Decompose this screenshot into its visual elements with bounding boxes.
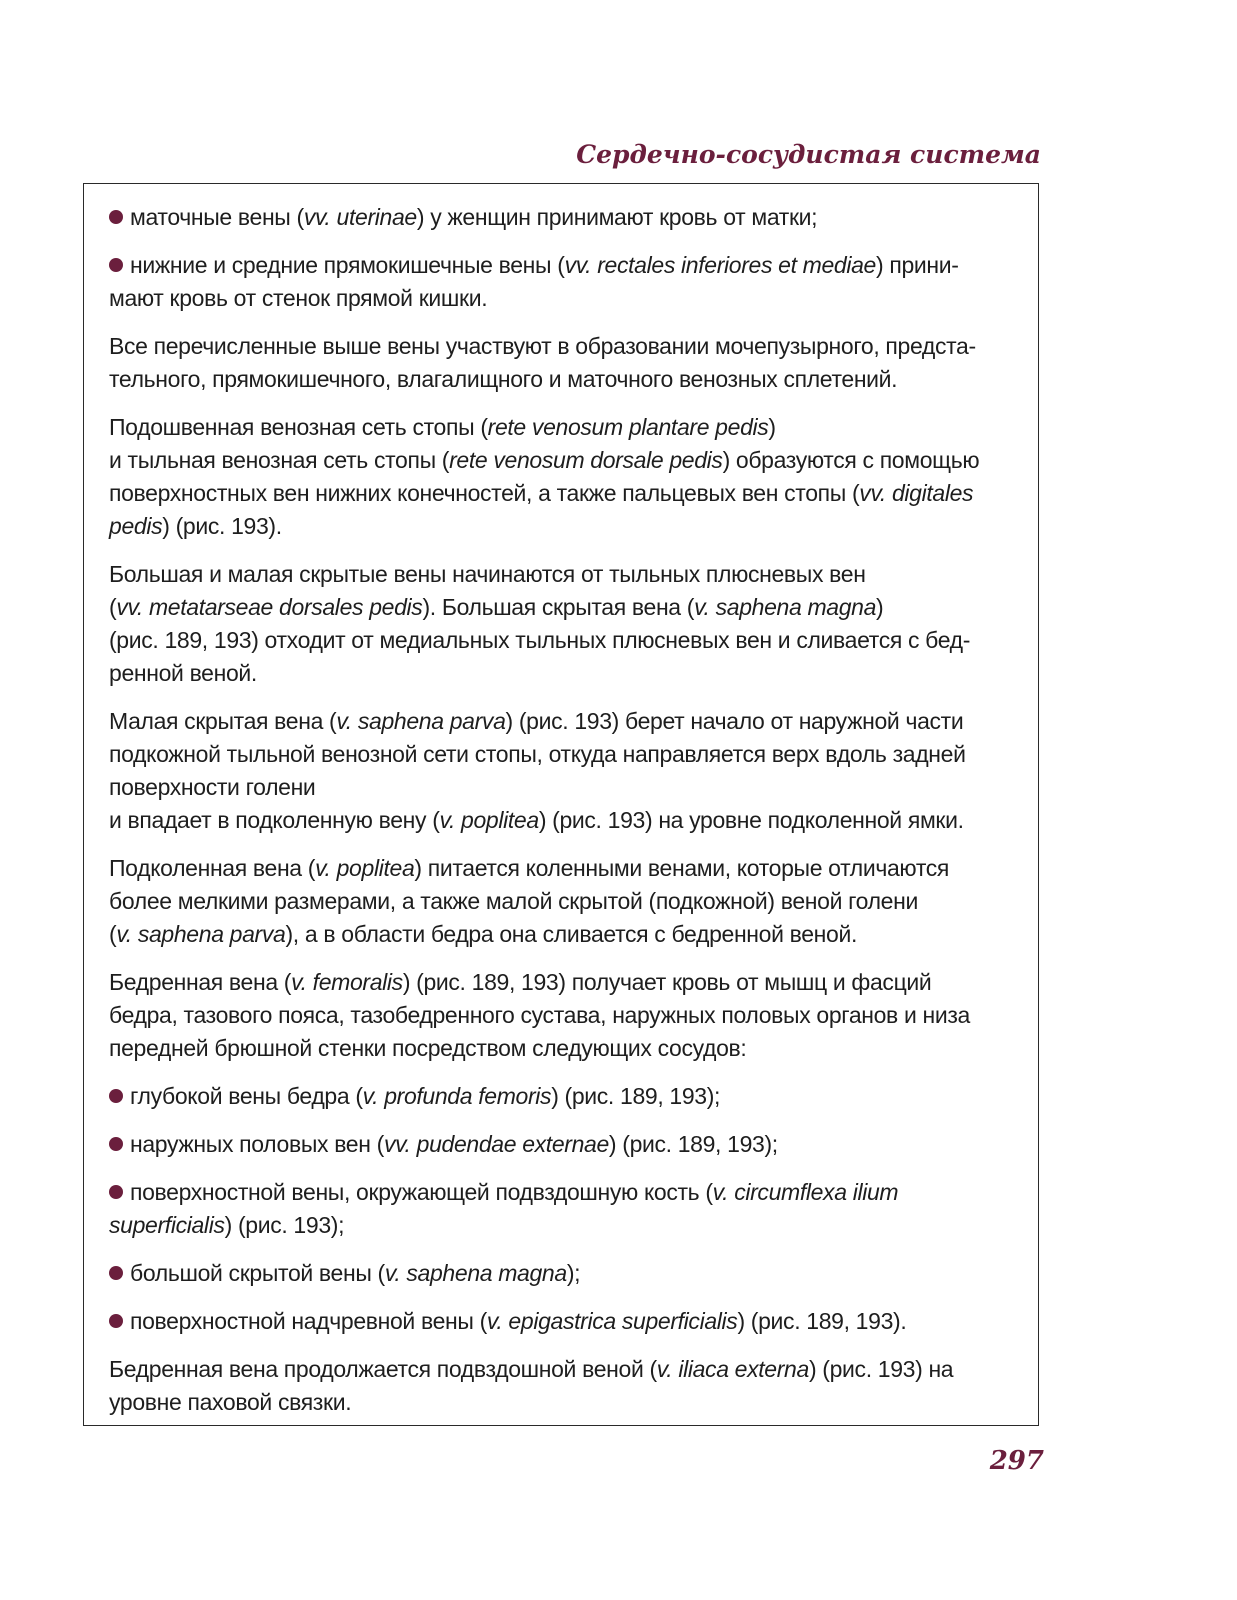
- text-line: [109, 411, 1014, 444]
- text-segment: ) питается коленными венами, которые отличаются: [414, 855, 950, 881]
- latin-term: v. iliaca externa: [656, 1356, 809, 1382]
- bullet-list-item: [109, 1080, 1014, 1113]
- text-segment: ) у женщин принимают кровь от матки;: [416, 204, 818, 230]
- latin-term: v. profunda femoris: [362, 1083, 552, 1109]
- latin-term: vv. rectales inferiores et mediae: [564, 252, 877, 278]
- bullet-icon: [109, 258, 123, 272]
- text-line: [109, 330, 1014, 363]
- text-line: [109, 477, 1014, 510]
- text-segment: подкожной тыльной венозной сети стопы, откуда направляется верх вдоль задней: [109, 741, 966, 767]
- body-paragraph: [109, 1353, 1014, 1419]
- running-header: Сердечно-сосудистая система: [576, 140, 1041, 169]
- latin-term: superficialis: [109, 1212, 225, 1238]
- text-line: [109, 558, 1014, 591]
- bullet-icon: [109, 1137, 123, 1151]
- text-line: [109, 1176, 1014, 1209]
- text-line: [109, 771, 1014, 804]
- text-segment: и впадает в подколенную вену (: [109, 807, 440, 833]
- text-line: [109, 966, 1014, 999]
- text-segment: ) (рис. 193) на: [808, 1356, 954, 1382]
- latin-term: v. poplitea: [315, 855, 415, 881]
- text-line: [109, 1128, 1014, 1161]
- body-paragraph: [109, 966, 1014, 1065]
- text-line: [109, 510, 1014, 543]
- latin-term: v. saphena parva: [336, 708, 506, 734]
- bullet-list-item: [109, 249, 1014, 315]
- text-line: [109, 363, 1014, 396]
- text-segment: Подошвенная венозная сеть стопы (: [109, 414, 488, 440]
- text-segment: глубокой вены бедра (: [130, 1083, 363, 1109]
- text-line: [109, 624, 1014, 657]
- text-segment: поверхностной надчревной вены (: [130, 1308, 487, 1334]
- text-line: [109, 444, 1014, 477]
- bullet-list-item: [109, 1128, 1014, 1161]
- text-segment: передней брюшной стенки посредством следующих сосудов:: [109, 1035, 747, 1061]
- text-segment: );: [566, 1260, 581, 1286]
- text-segment: поверхности голени: [109, 774, 316, 800]
- text-segment: ) (рис. 189, 193) получает кровь от мышц и фасций: [402, 969, 932, 995]
- text-line: [109, 1305, 1014, 1338]
- text-line: [109, 804, 1014, 837]
- text-segment: ) (рис. 193) берет начало от наружной части: [505, 708, 964, 734]
- text-segment: ) (рис. 189, 193);: [551, 1083, 721, 1109]
- text-segment: и тыльная венозная сеть стопы (: [109, 447, 450, 473]
- text-segment: ): [768, 414, 776, 440]
- text-segment: ренной веной.: [109, 660, 257, 686]
- text-segment: Малая скрытая вена (: [109, 708, 337, 734]
- text-segment: поверхностных вен нижних конечностей, а также пальцевых вен стопы (: [109, 480, 860, 506]
- text-segment: ) прини-: [876, 252, 959, 278]
- text-segment: Большая и малая скрытые вены начинаются от тыльных плюсневых вен: [109, 561, 866, 587]
- text-segment: ) (рис. 189, 193);: [608, 1131, 778, 1157]
- text-segment: ), а в области бедра она сливается с бедренной веной.: [285, 921, 858, 947]
- body-paragraph: [109, 558, 1014, 690]
- latin-term: rete venosum plantare pedis: [487, 414, 769, 440]
- latin-term: v. saphena parva: [116, 921, 286, 947]
- text-segment: бедра, тазового пояса, тазобедренного сустава, наружных половых органов и низа: [109, 1002, 970, 1028]
- text-line: [109, 1080, 1014, 1113]
- latin-term: vv. digitales: [859, 480, 974, 506]
- body-paragraph: [109, 852, 1014, 951]
- text-segment: (: [109, 594, 117, 620]
- text-segment: более мелкими размерами, а также малой скрытой (подкожной) веной голени: [109, 888, 918, 914]
- bullet-icon: [109, 1089, 123, 1103]
- bullet-icon: [109, 1314, 123, 1328]
- text-segment: Бедренная вена (: [109, 969, 292, 995]
- text-line: [109, 1032, 1014, 1065]
- bullet-icon: [109, 1185, 123, 1199]
- bullet-list-item: [109, 1176, 1014, 1242]
- text-line: [109, 201, 1014, 234]
- latin-term: vv. uterinae: [303, 204, 417, 230]
- text-line: [109, 1386, 1014, 1419]
- text-segment: Подколенная вена (: [109, 855, 316, 881]
- text-line: [109, 282, 1014, 315]
- text-segment: ) (рис. 193) на уровне подколенной ямки.: [538, 807, 964, 833]
- latin-term: v. femoralis: [291, 969, 403, 995]
- latin-term: v. poplitea: [439, 807, 539, 833]
- latin-term: v. circumflexa ilium: [712, 1179, 899, 1205]
- latin-term: v. saphena magna: [694, 594, 877, 620]
- text-segment: наружных половых вен (: [130, 1131, 384, 1157]
- text-segment: ) образуются с помощью: [722, 447, 980, 473]
- text-segment: Все перечисленные выше вены участвуют в образовании мочепузырного, предста-: [109, 333, 976, 359]
- body-paragraph: [109, 705, 1014, 837]
- text-line: [109, 852, 1014, 885]
- bullet-list-item: [109, 1257, 1014, 1290]
- text-segment: нижние и средние прямокишечные вены (: [130, 252, 565, 278]
- latin-term: v. epigastrica superficialis: [486, 1308, 738, 1334]
- body-paragraph: [109, 330, 1014, 396]
- text-segment: ) (рис. 193).: [162, 513, 282, 539]
- text-line: [109, 657, 1014, 690]
- text-segment: большой скрытой вены (: [130, 1260, 385, 1286]
- text-segment: мают кровь от стенок прямой кишки.: [109, 285, 488, 311]
- bullet-list-item: [109, 201, 1014, 234]
- text-segment: поверхностной вены, окружающей подвздошную кость (: [130, 1179, 713, 1205]
- text-line: [109, 999, 1014, 1032]
- latin-term: rete venosum dorsale pedis: [449, 447, 723, 473]
- text-segment: тельного, прямокишечного, влагалищного и маточного венозных сплетений.: [109, 366, 898, 392]
- text-line: [109, 918, 1014, 951]
- text-line: [109, 1353, 1014, 1386]
- text-segment: ): [876, 594, 884, 620]
- text-line: [109, 1257, 1014, 1290]
- page-number: 297: [989, 1446, 1044, 1476]
- body-paragraph: [109, 411, 1014, 543]
- content-box: [83, 183, 1039, 1426]
- text-line: [109, 885, 1014, 918]
- text-segment: (: [109, 921, 117, 947]
- text-segment: маточные вены (: [130, 204, 304, 230]
- text-line: [109, 249, 1014, 282]
- bullet-icon: [109, 210, 123, 224]
- text-segment: Бедренная вена продолжается подвздошной веной (: [109, 1356, 657, 1382]
- latin-term: vv. metatarseae dorsales pedis: [116, 594, 423, 620]
- text-segment: ). Большая скрытая вена (: [422, 594, 695, 620]
- text-segment: ) (рис. 193);: [224, 1212, 345, 1238]
- bullet-icon: [109, 1266, 123, 1280]
- text-segment: уровне паховой связки.: [109, 1389, 352, 1415]
- text-line: [109, 738, 1014, 771]
- text-line: [109, 591, 1014, 624]
- latin-term: vv. pudendae externae: [383, 1131, 609, 1157]
- text-line: [109, 1209, 1014, 1242]
- text-segment: (рис. 189, 193) отходит от медиальных тыльных плюсневых вен и сливается с бед-: [109, 627, 971, 653]
- text-segment: ) (рис. 189, 193).: [737, 1308, 907, 1334]
- bullet-list-item: [109, 1305, 1014, 1338]
- text-line: [109, 705, 1014, 738]
- latin-term: pedis: [109, 513, 163, 539]
- latin-term: v. saphena magna: [384, 1260, 567, 1286]
